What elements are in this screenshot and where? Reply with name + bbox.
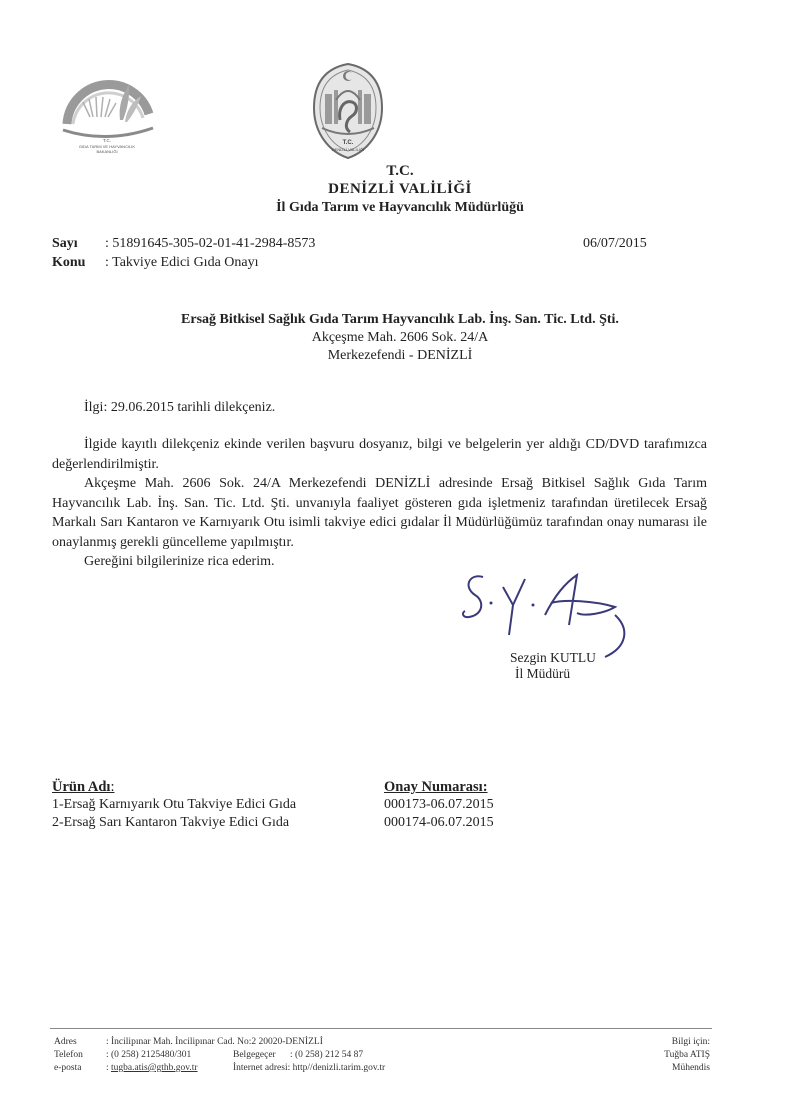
header-mudurluk: İl Gıda Tarım ve Hayvancılık Müdürlüğü xyxy=(276,200,524,215)
svg-text:BAKANLIĞI: BAKANLIĞI xyxy=(96,149,118,154)
recipient-address-1: Akçeşme Mah. 2606 Sok. 24/A xyxy=(311,330,489,345)
header-valilik: DENİZLİ VALİLİĞİ xyxy=(328,181,472,197)
product-row-2-name: 2-Ersağ Sarı Kantaron Takviye Edici Gıda xyxy=(52,815,290,830)
product-row-1-number: 000173-06.07.2015 xyxy=(384,797,494,812)
footer-belgegecer-value: : (0 258) 212 54 87 xyxy=(290,1050,364,1060)
product-row-2-number: 000174-06.07.2015 xyxy=(384,815,494,830)
svg-text:T.C.: T.C. xyxy=(102,138,112,143)
footer-belgegecer-label: Belgegeçer xyxy=(233,1050,276,1060)
footer-internet: İnternet adresi: http//denizli.tarim.gov.tr xyxy=(233,1063,386,1073)
footer-adres-label: Adres xyxy=(54,1037,77,1047)
svg-text:DENİZLİ VALİLİĞİ: DENİZLİ VALİLİĞİ xyxy=(331,147,365,152)
recipient-name: Ersağ Bitkisel Sağlık Gıda Tarım Hayvancılık Lab. İnş. San. Tic. Ltd. Şti. xyxy=(181,312,619,327)
footer-telefon-value: : (0 258) 2125480/301 xyxy=(106,1050,192,1060)
svg-text:GIDA TARIM VE HAYVANCILIK: GIDA TARIM VE HAYVANCILIK xyxy=(78,144,136,149)
ilgi-line: İlgi: 29.06.2015 tarihli dilekçeniz. xyxy=(84,400,276,415)
ministry-logo xyxy=(55,62,160,162)
footer-divider xyxy=(50,1028,712,1029)
document-date: 06/07/2015 xyxy=(583,236,647,251)
body-paragraph-1: İlgide kayıtlı dilekçeniz ekinde verilen başvuru dosyanız, bilgi ve belgelerin yer aldığı CD/DVD tarafımızca değerlendirilmiştir. xyxy=(52,437,707,472)
sayi-label: Sayı xyxy=(52,236,78,251)
footer-bilgi-title: Mühendis xyxy=(672,1063,710,1073)
body-paragraph-3: Gereğini bilgilerinize rica ederim. xyxy=(84,554,275,569)
governorship-emblem xyxy=(308,60,388,160)
footer-bilgi-name: Tuğba ATIŞ xyxy=(664,1050,710,1060)
footer-telefon-label: Telefon xyxy=(54,1050,83,1060)
footer-eposta-label: e-posta xyxy=(54,1063,82,1073)
approval-number-header: Onay Numarası: xyxy=(384,779,488,795)
product-row-1-name: 1-Ersağ Karnıyarık Otu Takviye Edici Gıda xyxy=(52,797,297,812)
recipient-address-2: Merkezefendi - DENİZLİ xyxy=(327,348,473,363)
konu-value: : Takviye Edici Gıda Onayı xyxy=(105,255,259,270)
product-name-header: Ürün Adı: xyxy=(52,779,115,795)
konu-label: Konu xyxy=(52,255,86,270)
body-paragraph-2: Akçeşme Mah. 2606 Sok. 24/A Merkezefendi DENİZLİ adresinde Ersağ Bitkisel Sağlık Gıda Tarım Hayvancılık Lab. İnş. San. Tic. Ltd. Şti. unvanıyla faaliyet gösteren gıda işletmeniz tarafından üretilecek Ersağ Markalı Sarı Kantaron ve Karnıyarık Otu isimli takviye edici gıdalar İl Müdürlüğümüz tarafından onay numarası ile onaylanmış gerekli güncelleme yapılmıştır. xyxy=(52,476,707,550)
sayi-value: : 51891645-305-02-01-41-2984-8573 xyxy=(105,236,316,251)
header-tc: T.C. xyxy=(386,163,414,179)
footer-bilgi-label: Bilgi için: xyxy=(671,1037,710,1047)
footer-eposta: : tugba.atis@gthb.gov.tr xyxy=(106,1063,198,1073)
footer-eposta-link[interactable]: tugba.atis@gthb.gov.tr xyxy=(111,1063,198,1073)
footer-adres-value: : İncilipınar Mah. İncilipınar Cad. No:2 20020-DENİZLİ xyxy=(106,1037,323,1047)
svg-text:T.C.: T.C. xyxy=(342,140,354,146)
signatory-title: İl Müdürü xyxy=(515,666,571,681)
signatory-name: Sezgin KUTLU xyxy=(510,650,596,665)
